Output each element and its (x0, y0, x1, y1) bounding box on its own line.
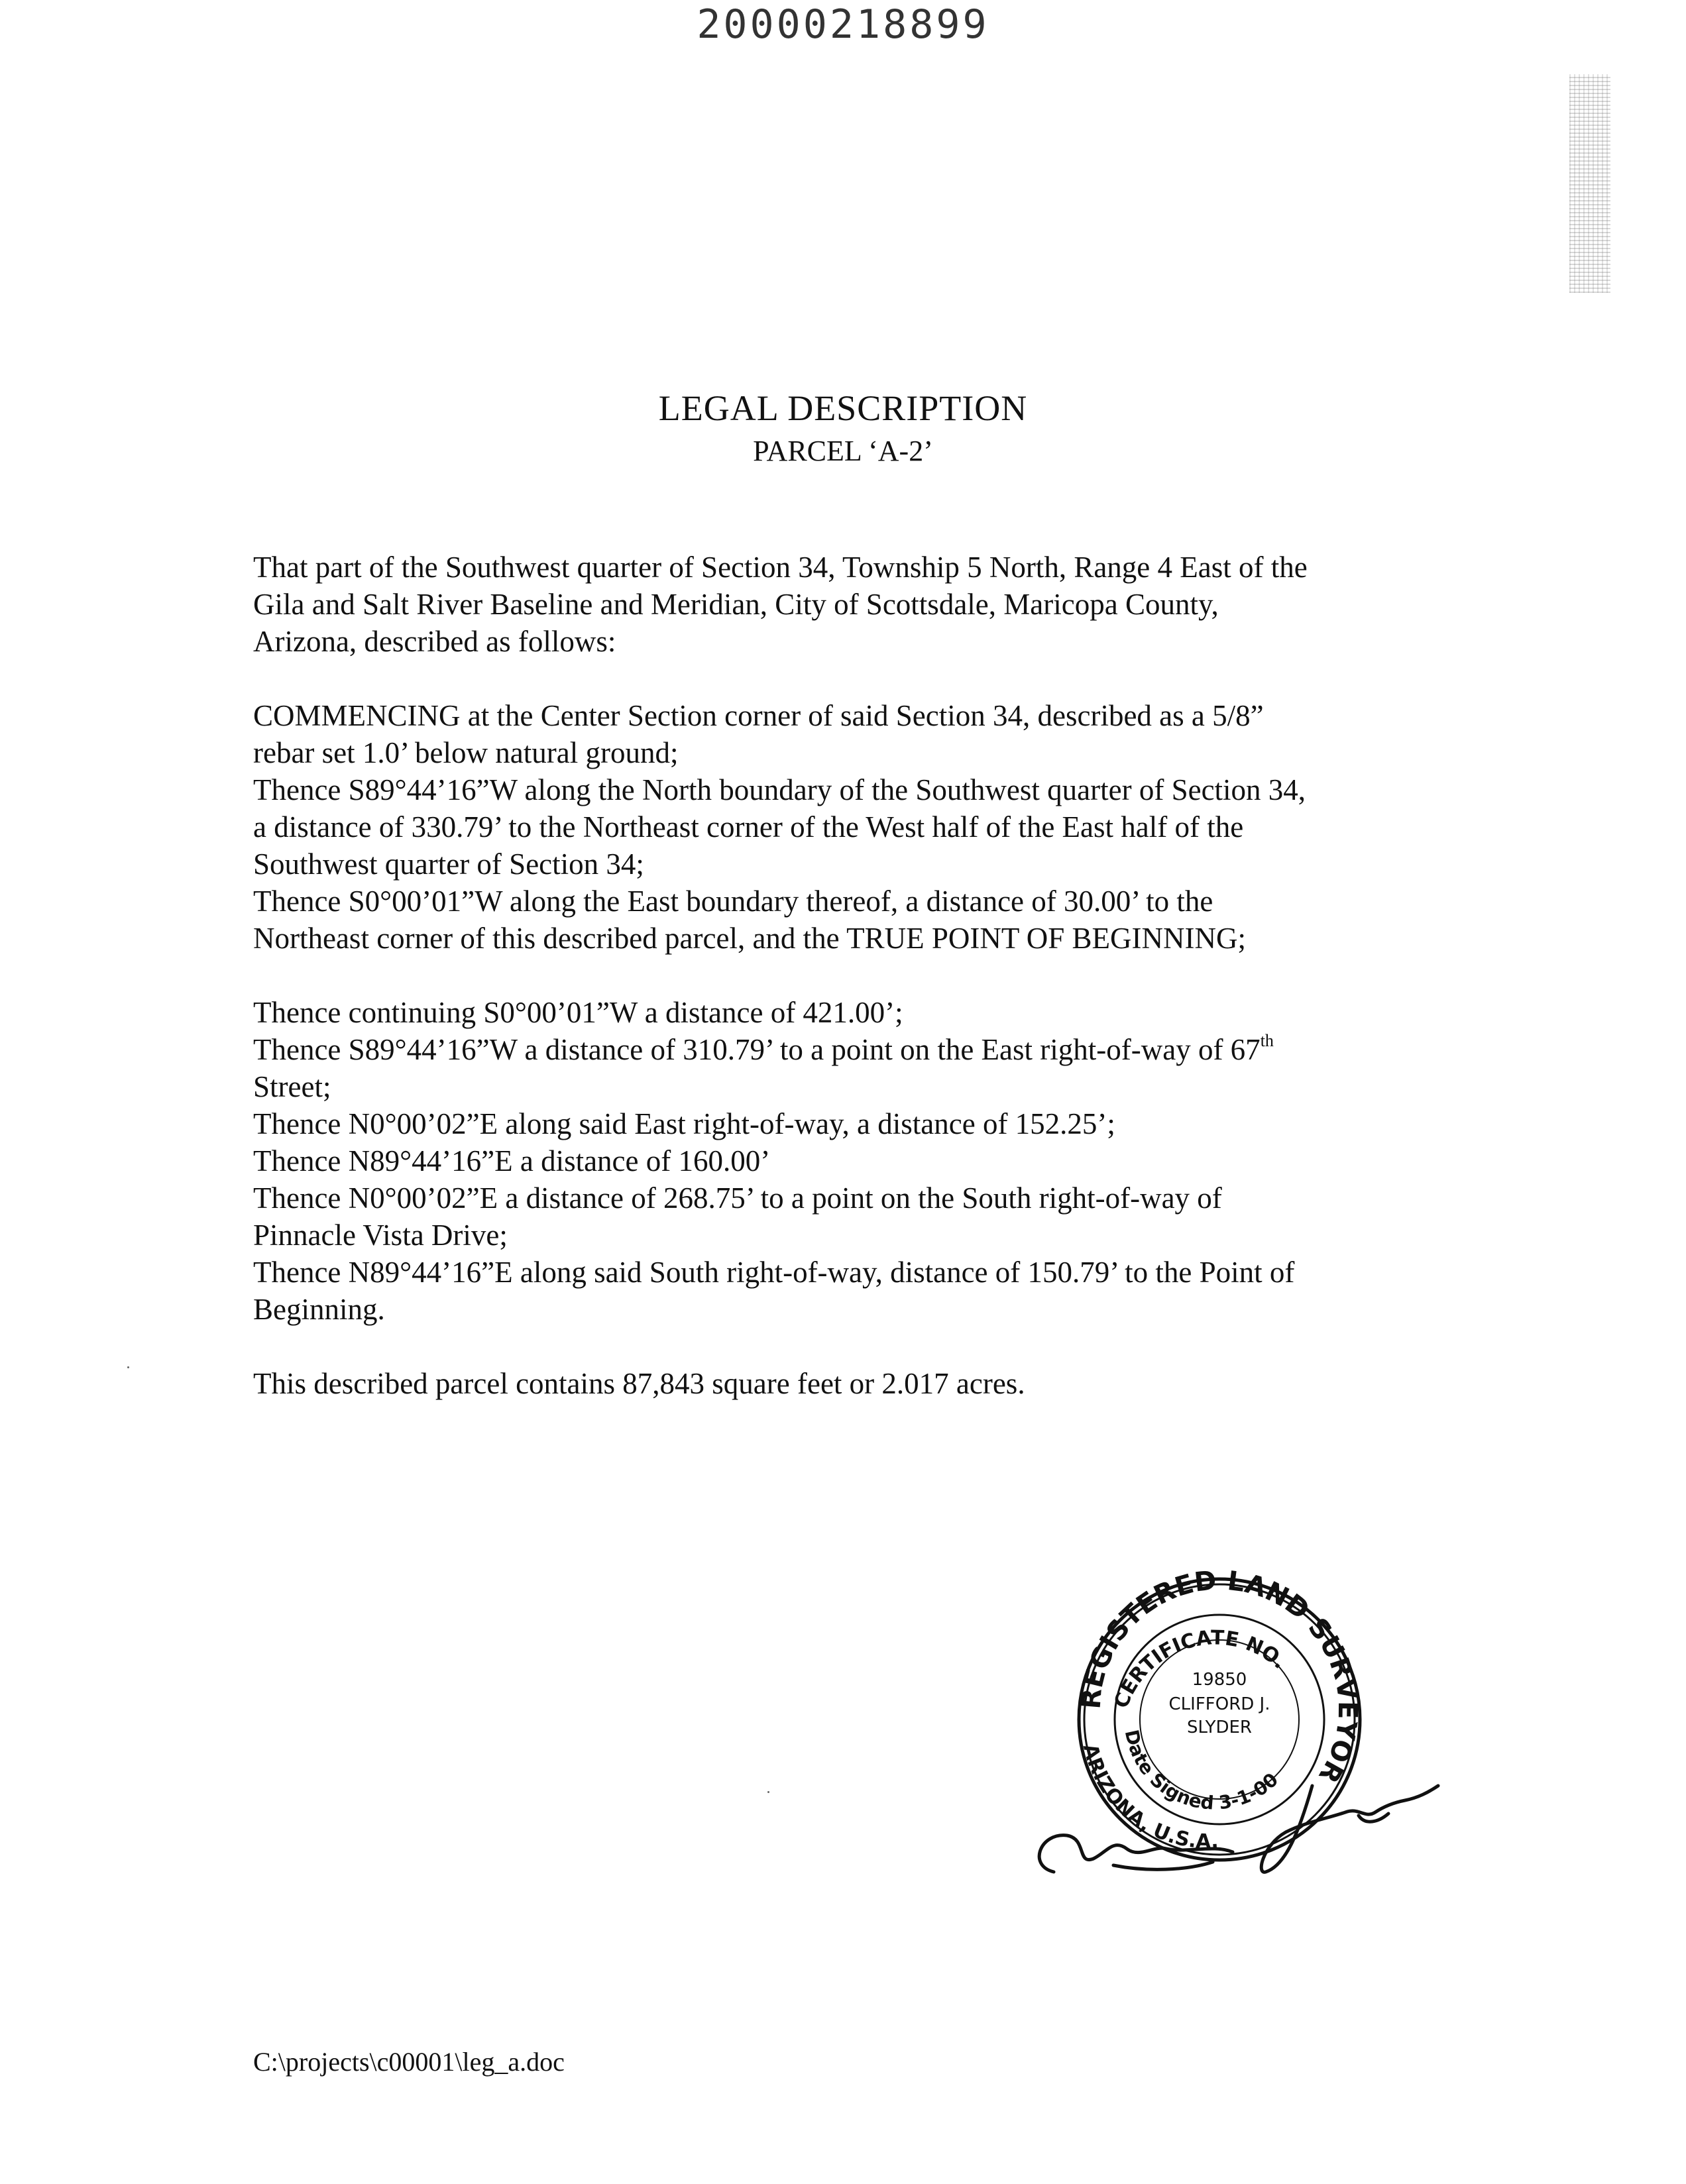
course-text: Thence S89°44’16”W a distance of 310.79’ to a point on the East right-of-way of 67 (253, 1033, 1261, 1066)
course-line: Thence N89°44’16”E along said South right-of-way, distance of 150.79’ to the Point of (253, 1256, 1295, 1289)
seal-name-line1: CLIFFORD J. (1168, 1694, 1270, 1714)
scan-speck (127, 1366, 129, 1368)
document-title: LEGAL DESCRIPTION (658, 388, 1028, 428)
seal-state-text: ARIZONA, U.S.A. (1078, 1741, 1219, 1854)
intro-line: Arizona, described as follows: (253, 625, 616, 658)
scan-speck (767, 1791, 769, 1793)
scan-artifact (1569, 74, 1610, 293)
commencing-line: a distance of 330.79’ to the Northeast corner of the West half of the East half of the (253, 810, 1244, 844)
commencing-line: COMMENCING at the Center Section corner of said Section 34, described as a 5/8” (253, 699, 1264, 732)
commencing-line: Thence S89°44’16”W along the North boundary of the Southwest quarter of Section 34, (253, 773, 1306, 806)
area-statement: This described parcel contains 87,843 square feet or 2.017 acres. (253, 1367, 1025, 1400)
ordinal-suffix: th (1260, 1031, 1274, 1050)
seal-name-line2: SLYDER (1187, 1718, 1252, 1737)
course-line: Thence N0°00’02”E along said East right-of-way, a distance of 152.25’; (253, 1107, 1115, 1140)
document-subtitle: PARCEL ‘A-2’ (753, 435, 933, 467)
commencing-line: Southwest quarter of Section 34; (253, 847, 644, 881)
seal-ring-text: REGISTERED LAND SURVEYOR (1076, 1565, 1363, 1788)
course-line: Street; (253, 1070, 331, 1103)
document-body (253, 549, 1446, 1402)
course-line: Thence N0°00’02”E a distance of 268.75’ to a point on the South right-of-way of (253, 1181, 1222, 1215)
surveyor-seal (1014, 1554, 1478, 1898)
commencing-line: Northeast corner of this described parcel, and the TRUE POINT OF BEGINNING; (253, 922, 1246, 955)
seal-date-text: Date Signed 3-1-00 (1120, 1727, 1283, 1814)
file-path-footer: C:\projects\c00001\leg_a.doc (253, 2047, 565, 2077)
course-line (253, 1031, 1446, 1068)
recording-number: 20000218899 (697, 1, 989, 48)
course-line: Pinnacle Vista Drive; (253, 1219, 508, 1252)
commencing-line: rebar set 1.0’ below natural ground; (253, 736, 679, 769)
intro-line: Gila and Salt River Baseline and Meridian, City of Scottsdale, Maricopa County, (253, 588, 1219, 621)
course-line: Thence N89°44’16”E a distance of 160.00’ (253, 1144, 771, 1177)
commencing-line: Thence S0°00’01”W along the East boundary thereof, a distance of 30.00’ to the (253, 885, 1213, 918)
course-line: Beginning. (253, 1293, 385, 1326)
intro-line: That part of the Southwest quarter of Section 34, Township 5 North, Range 4 East of the (253, 551, 1308, 584)
course-line: Thence continuing S0°00’01”W a distance of 421.00’; (253, 996, 903, 1029)
seal-cert-text: CERTIFICATE NO. (1109, 1626, 1291, 1712)
seal-cert-number: 19850 (1192, 1670, 1247, 1690)
